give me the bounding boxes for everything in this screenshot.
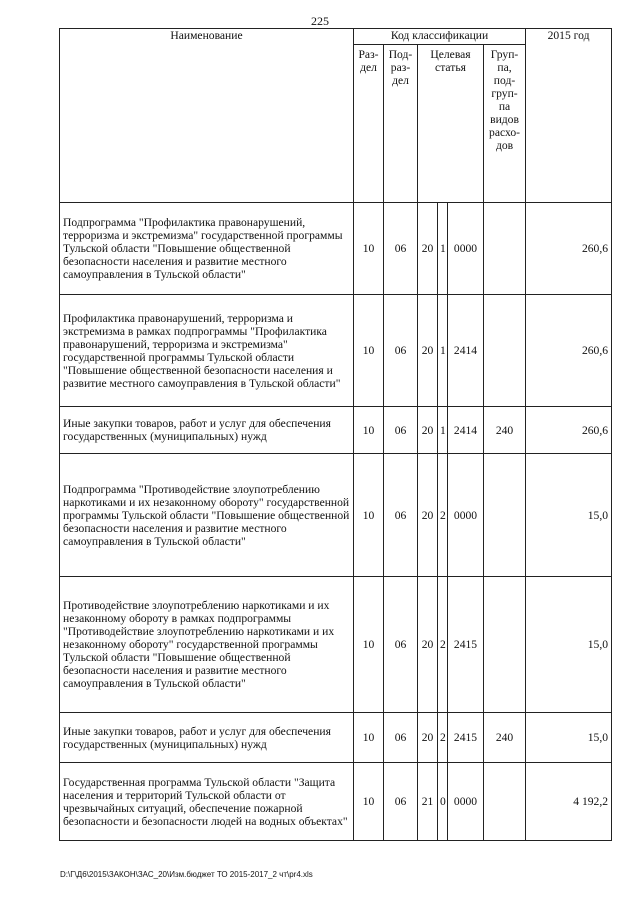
row-amount-cell: 15,0 [526, 713, 612, 763]
row-podrazdel-cell: 06 [384, 577, 418, 713]
row-razdel-cell: 10 [354, 763, 384, 841]
podrazdel-header: Под- раз- дел [384, 45, 418, 203]
row-podrazdel-cell: 06 [384, 203, 418, 295]
row-target-program-cell: 20 [418, 407, 438, 454]
row-name-cell: Противодействие злоупотреблению наркотиками и их незаконному обороту в рамках подпрограммы "Противодействие злоупотреблению наркотиками и их незаконному обороту" государственной программы Тульской области "Повышение общественной безопасности населения и развитие местного самоуправления в Тульской области" [60, 577, 354, 713]
row-name-cell: Профилактика правонарушений, терроризма и экстремизма в рамках подпрограммы "Профилактика правонарушений, терроризма и экстремизма" государственной программы Тульской области "Повышение общественной безопасности населения и развитие местного самоуправления в Тульской области" [60, 295, 354, 407]
row-expense-group-cell [484, 454, 526, 577]
file-path-footer: D:\Г\Д6\2015\ЗАКОН\ЗАС_20\Изм.бюджет ТО 2015-2017_2 чт\pr4.xls [60, 870, 313, 879]
year-header: 2015 год [526, 29, 612, 203]
row-expense-group-cell [484, 763, 526, 841]
row-podrazdel-cell: 06 [384, 407, 418, 454]
row-podrazdel-cell: 06 [384, 454, 418, 577]
row-amount-cell: 15,0 [526, 454, 612, 577]
row-target-direction-cell: 0000 [448, 763, 484, 841]
row-target-direction-cell: 2414 [448, 407, 484, 454]
table-row [60, 577, 612, 713]
name-header: Наименование [60, 29, 354, 203]
row-name-cell: Иные закупки товаров, работ и услуг для обеспечения государственных (муниципальных) нужд [60, 407, 354, 454]
table-row [60, 203, 612, 295]
target-article-header: Целевая статья [418, 45, 484, 203]
row-target-direction-cell: 2414 [448, 295, 484, 407]
row-podrazdel-cell: 06 [384, 763, 418, 841]
row-name-cell: Подпрограмма "Профилактика правонарушений, терроризма и экстремизма" государственной программы Тульской области "Повышение общественной безопасности населения и развитие местного самоуправления в Тульской области" [60, 203, 354, 295]
row-expense-group-cell [484, 577, 526, 713]
row-razdel-cell: 10 [354, 203, 384, 295]
table-row [60, 713, 612, 763]
table-row [60, 763, 612, 841]
row-expense-group-cell: 240 [484, 407, 526, 454]
row-target-program-cell: 20 [418, 454, 438, 577]
row-target-program-cell: 20 [418, 295, 438, 407]
row-podrazdel-cell: 06 [384, 713, 418, 763]
row-target-subprogram-cell: 1 [438, 203, 448, 295]
row-expense-group-cell [484, 295, 526, 407]
row-razdel-cell: 10 [354, 577, 384, 713]
row-razdel-cell: 10 [354, 713, 384, 763]
row-target-program-cell: 20 [418, 713, 438, 763]
row-target-subprogram-cell: 1 [438, 295, 448, 407]
row-name-cell: Иные закупки товаров, работ и услуг для обеспечения государственных (муниципальных) нужд [60, 713, 354, 763]
row-target-direction-cell: 0000 [448, 454, 484, 577]
header-row-1 [60, 29, 612, 45]
row-target-subprogram-cell: 2 [438, 713, 448, 763]
table-row [60, 295, 612, 407]
row-target-subprogram-cell: 2 [438, 577, 448, 713]
row-target-program-cell: 21 [418, 763, 438, 841]
row-name-cell: Подпрограмма "Противодействие злоупотреблению наркотиками и их незаконному обороту" государственной программы Тульской области "Повышение общественной безопасности населения и развитие местного самоуправления в Тульской области" [60, 454, 354, 577]
row-razdel-cell: 10 [354, 295, 384, 407]
row-target-subprogram-cell: 2 [438, 454, 448, 577]
row-expense-group-cell [484, 203, 526, 295]
classification-header: Код классификации [354, 29, 526, 45]
page-number: 225 [311, 14, 329, 28]
row-razdel-cell: 10 [354, 407, 384, 454]
row-amount-cell: 260,6 [526, 203, 612, 295]
row-target-direction-cell: 2415 [448, 713, 484, 763]
row-amount-cell: 260,6 [526, 295, 612, 407]
row-target-program-cell: 20 [418, 203, 438, 295]
row-target-subprogram-cell: 0 [438, 763, 448, 841]
razdel-header: Раз- дел [354, 45, 384, 203]
budget-table [59, 28, 612, 841]
row-razdel-cell: 10 [354, 454, 384, 577]
row-name-cell: Государственная программа Тульской области "Защита населения и территорий Тульской области от чрезвычайных ситуаций, обеспечение пожарной безопасности и безопасности людей на водных объектах" [60, 763, 354, 841]
row-expense-group-cell: 240 [484, 713, 526, 763]
row-target-subprogram-cell: 1 [438, 407, 448, 454]
row-target-direction-cell: 2415 [448, 577, 484, 713]
row-amount-cell: 15,0 [526, 577, 612, 713]
expense-group-header: Груп- па, под- груп- па видов расхо- дов [484, 45, 526, 203]
row-amount-cell: 260,6 [526, 407, 612, 454]
row-podrazdel-cell: 06 [384, 295, 418, 407]
table-row [60, 407, 612, 454]
row-amount-cell: 4 192,2 [526, 763, 612, 841]
table-row [60, 454, 612, 577]
row-target-direction-cell: 0000 [448, 203, 484, 295]
row-target-program-cell: 20 [418, 577, 438, 713]
